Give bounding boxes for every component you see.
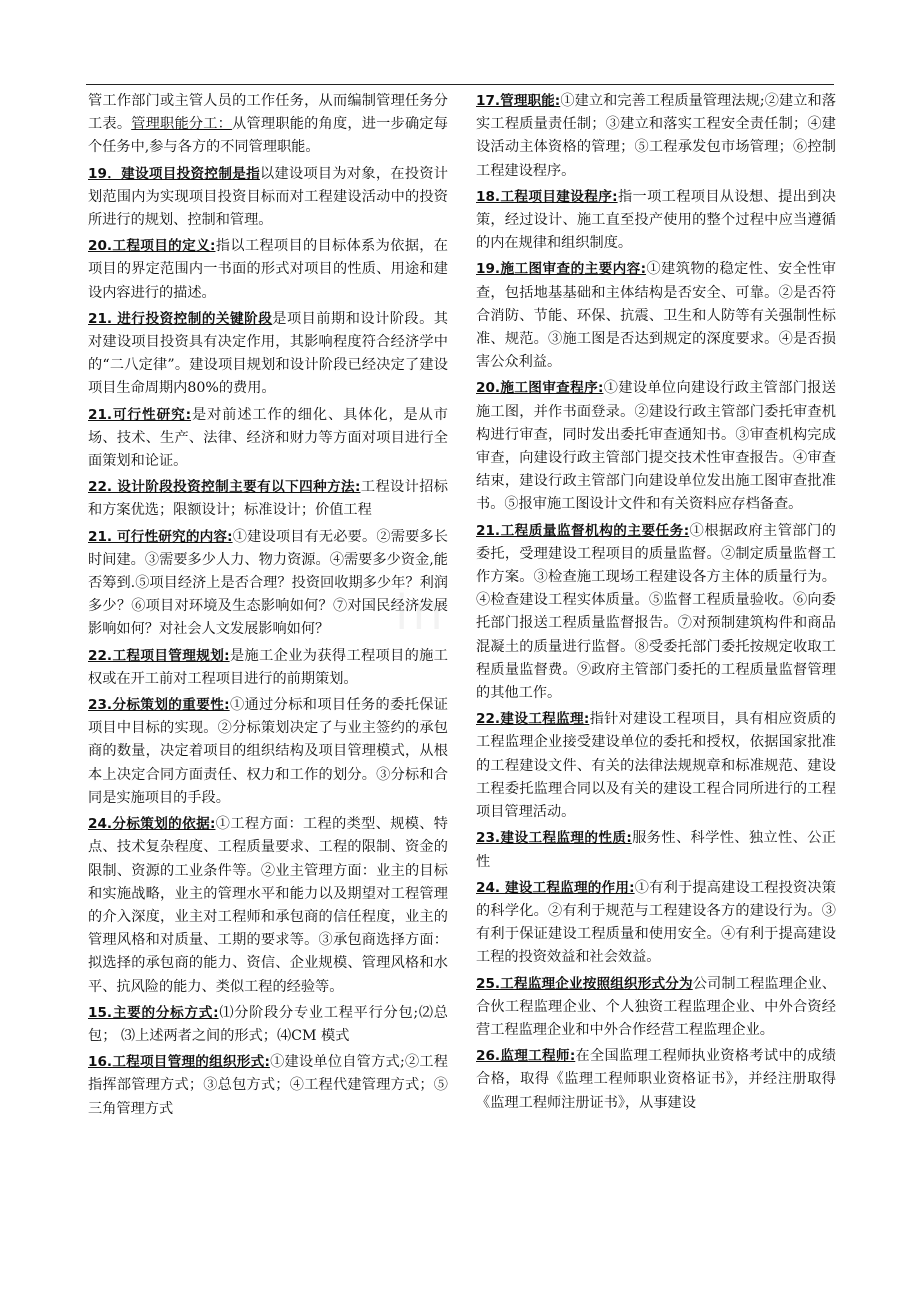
definition-text: 在全国监理工程师执业资格考试中的成绩合格，取得《监理工程师职业资格证书》，并经注册取得《监理工程师注册证书》，从事建设 — [476, 1048, 836, 1111]
definition-paragraph — [476, 90, 836, 183]
header-rule — [86, 84, 834, 85]
term-heading: 22.建设工程监理: — [476, 711, 590, 728]
definition-paragraph — [476, 973, 836, 1043]
term-heading: 18.工程项目建设程序: — [476, 188, 618, 205]
definition-paragraph — [476, 1045, 836, 1115]
definition-paragraph — [476, 258, 836, 374]
term-heading: 19．建设项目投资控制是指 — [88, 165, 260, 182]
definition-text: 公司制工程监理企业、合伙工程监理企业、个人独资工程监理企业、中外合资经营工程监理企业和中外合作经营工程监理企业。 — [476, 975, 836, 1038]
term-heading: 20.工程项目的定义: — [88, 238, 216, 255]
definition-text: 服务性、科学性、独立性、公正性 — [476, 830, 836, 870]
definition-paragraph — [476, 520, 836, 706]
definition-text: 工程设计招标和方案优选；限额设计；标准设计；价值工程 — [88, 479, 448, 519]
definition-text: ①建设单位自管方式;②工程指挥部管理方式；③总包方式；④工程代建管理方式；⑤三角管理方式 — [88, 1054, 448, 1117]
definition-paragraph — [88, 235, 448, 305]
definition-text: ①建立和完善工程质量管理法规;②建立和落实工程质量责任制；③建立和落实工程安全责任制；④建设活动主体资格的管理；⑤工程承发包市场管理；⑥控制工程建设程序。 — [476, 93, 836, 179]
definition-text: ①工程方面：工程的类型、规模、特点、技术复杂程度、工程质量要求、工程的限制、资金的限制、资源的工业条件等。②业主管理方面：业主的目标和实施战略，业主的管理水平和能力以及期望对工程管理的介入深度，业主对工程师和承包商的信任程度，业主的管理风格和对质量、工期的要求等。③承包商选择方面：拟选择的承包商的能力、资信、企业规模、管理风格和水平、抗风险的能力、类似工程的经验等。 — [88, 816, 448, 995]
term-heading: 22.工程项目管理规划: — [88, 647, 230, 664]
definition-text: 是施工企业为获得工程项目的施工权或在开工前对工程项目进行的前期策划。 — [88, 647, 448, 687]
definition-paragraph — [88, 90, 448, 160]
definition-paragraph — [88, 1051, 448, 1121]
term-heading: 25.工程监理企业按照组织形式分为 — [476, 975, 693, 992]
term-heading: 21. 进行投资控制的关键阶段 — [88, 310, 273, 327]
definition-paragraph — [88, 526, 448, 642]
definition-text: ①有利于提高建设工程投资决策的科学化。②有利于规范与工程建设各方的建设行为。③有利于保证建设工程质量和使用安全。④有利于提高建设工程的投资效益和社会效益。 — [476, 879, 836, 966]
term-heading: 26.监理工程师: — [476, 1048, 576, 1065]
term-heading: 24. 建设工程监理的作用: — [476, 879, 635, 896]
term-heading: 21. 可行性研究的内容: — [88, 528, 233, 545]
left-column — [88, 90, 448, 1124]
term-heading: 22. 设计阶段投资控制主要有以下四种方法: — [88, 479, 361, 496]
definition-paragraph — [476, 877, 836, 970]
term-heading: 21.可行性研究: — [88, 406, 192, 423]
definition-text: 是对前述工作的细化、具体化，是从市场、技术、生产、法律、经济和财力等方面对项目进行全面策划和论证。 — [88, 406, 448, 470]
term-heading: 24.分标策划的依据: — [88, 816, 216, 833]
term-heading: 19.施工图审查的主要内容: — [476, 261, 647, 278]
right-column — [476, 90, 836, 1118]
definition-text: ①建设单位向建设行政主管部门报送施工图，并作书面登录。②建设行政主管部门委托审查机构进行审查，同时发出委托审查通知书。③审查机构完成审查，向建设行政主管部门提交技术性审查报告。④审查结束，建设行政主管部门向建设单位发出施工图审查批准书。⑤报审施工图设计文件和有关资料应存档备查。 — [476, 380, 836, 513]
definition-paragraph — [88, 404, 448, 474]
term-heading: 16.工程项目管理的组织形式: — [88, 1054, 270, 1071]
definition-text: ①通过分标和项目任务的委托保证项目中目标的实现。②分标策划决定了与业主签约的承包商的数量，决定着项目的组织结构及项目管理模式，从根本上决定合同方面责任、权力和工作的划分。③分标和合同是实施项目的手段。 — [88, 697, 448, 806]
paragraph-text: 管工作部门或主管人员的工作任务，从而编制管理任务分工表。 — [88, 93, 448, 133]
paragraph-text: 从管理职能的角度，进一步确定每个任务中,参与各方的不同管理职能。 — [88, 116, 448, 156]
definition-text: 指一项工程项目从设想、提出到决策，经过设计、施工直至投产使用的整个过程中应当遵循的内在规律和组织制度。 — [476, 188, 836, 252]
term-heading: 管理职能分工： — [131, 116, 233, 133]
definition-text: 指针对建设工程项目，具有相应资质的工程监理企业接受建设单位的委托和授权，依据国家批准的工程建设文件、有关的法律法规规章和标准规范、建设工程委托监理合同以及有关的建设工程合同所进行的工程项目管理活动。 — [476, 711, 836, 821]
term-heading: 21.工程质量监督机构的主要任务: — [476, 522, 690, 539]
definition-paragraph — [88, 476, 448, 522]
definition-paragraph — [88, 694, 448, 810]
definition-paragraph — [476, 708, 836, 824]
definition-text: ①建筑物的稳定性、安全性审查，包括地基基础和主体结构是否安全、可靠。②是否符合消防、节能、环保、抗震、卫生和人防等有关强制性标准、规范。③施工图是否达到规定的深度要求。④是否损害公众利益。 — [476, 261, 836, 371]
definition-text: ①根据政府主管部门的委托，受理建设工程项目的质量监督。②制定质量监督工作方案。③检查施工现场工程建设各方主体的质量行为。④检查建设工程实体质量。⑤监督工程质量验收。⑥向委托部门报送工程质量监督报告。⑦对预制建筑构件和商品混凝土的质量进行监督。⑧受委托部门委托按规定收取工程质量监督费。⑨政府主管部门委托的工程质量监督管理的其他工作。 — [476, 522, 836, 702]
definition-paragraph — [476, 186, 836, 256]
term-heading: 23.分标策划的重要性: — [88, 697, 230, 714]
term-heading: 23.建设工程监理的性质: — [476, 830, 632, 847]
term-heading: 20.施工图审查程序: — [476, 380, 604, 397]
definition-text: ①建设项目有无必要。②需要多长时间建。③需要多少人力、物力资源。④需要多少资金,能否筹到.⑤项目经济上是否合理？投资回收期多少年？利润多少？⑥项目对环境及生态影响如何？⑦对国民经济发展影响如何？对社会人文发展影响如何？ — [88, 528, 448, 638]
definition-text: ⑴分阶段分专业工程平行分包;⑵总包； ⑶上述两者之间的形式；⑷CM 模式 — [88, 1004, 448, 1044]
definition-text: 以建设项目为对象，在投资计划范围内为实现项目投资目标而对工程建设活动中的投资所进行的规划、控制和管理。 — [88, 165, 448, 229]
definition-paragraph — [476, 827, 836, 873]
definition-paragraph — [88, 645, 448, 691]
definition-paragraph — [88, 308, 448, 401]
definition-text: 是项目前期和设计阶段。其对建设项目投资具有决定作用，其影响程度符合经济学中的“二八定律”。建设项目规划和设计阶段已经决定了建设项目生命周期内80%的费用。 — [88, 310, 448, 397]
definition-paragraph — [88, 1002, 448, 1048]
definition-paragraph — [88, 813, 448, 999]
definition-paragraph — [476, 377, 836, 516]
definition-text: 指以工程项目的目标体系为依据，在项目的界定范围内一书面的形式对项目的性质、用途和建设内容进行的描述。 — [88, 238, 448, 301]
term-heading: 17.管理职能: — [476, 93, 561, 109]
definition-paragraph — [88, 163, 448, 233]
watermark: in — [395, 585, 447, 641]
term-heading: 15.主要的分标方式: — [88, 1004, 219, 1021]
